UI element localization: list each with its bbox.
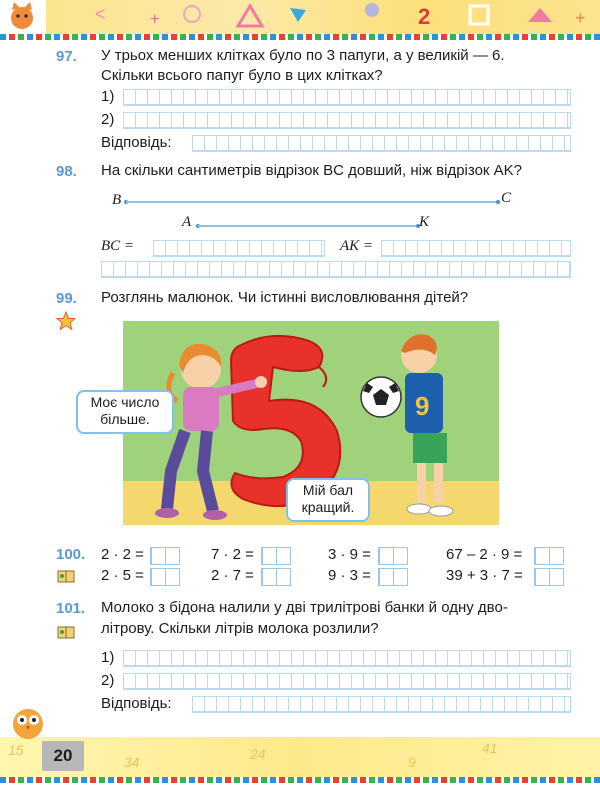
ak-equals-label: AK = — [340, 238, 374, 254]
top-decorative-banner — [0, 0, 600, 34]
task-101-text-line2: літрову. Скільки літрів молока розлили? — [101, 620, 379, 637]
cat-icon — [0, 0, 46, 34]
boy-speech-bubble — [286, 478, 370, 522]
svg-text:+: + — [575, 8, 586, 28]
svg-text:<: < — [95, 4, 106, 24]
task-99-question: Розглянь малюнок. Чи істинні висловлювання дітей? — [101, 289, 469, 306]
answer-r2c3[interactable] — [378, 568, 408, 586]
task-100-number: 100. — [56, 546, 86, 563]
task-97-step1-label: 1) — [101, 88, 115, 105]
task-99-number: 99. — [56, 290, 77, 307]
point-k-label: K — [419, 214, 430, 230]
task-98-number: 98. — [56, 163, 77, 180]
decor-number: 9 — [408, 754, 416, 770]
segment-bc — [126, 201, 498, 203]
expr-r1c3: 3 · 9 = — [328, 546, 371, 563]
answer-r2c1[interactable] — [150, 568, 180, 586]
task-97-text-line1: У трьох менших клітках було по 3 папуги, а у великій — 6. — [101, 47, 505, 64]
expr-r2c4: 39 + 3 · 7 = — [446, 567, 523, 584]
girl-bubble-line2: більше. — [100, 411, 150, 427]
answer-r1c1[interactable] — [150, 547, 180, 565]
task-97-number: 97. — [56, 48, 77, 65]
task-101-answer-label: Відповідь: — [101, 695, 172, 712]
task-98-question: На скільки сантиметрів відрізок BC довший, ніж відрізок AK? — [101, 162, 523, 179]
boy-bubble-line1: Мій бал — [302, 482, 354, 498]
answer-r1c2[interactable] — [261, 547, 291, 565]
answer-r1c3[interactable] — [378, 547, 408, 565]
girl-bubble-line1: Моє число — [90, 394, 160, 410]
task-97-answer-label: Відповідь: — [101, 134, 172, 151]
expr-r1c2: 7 · 2 = — [211, 546, 254, 563]
owl-icon — [8, 700, 48, 745]
bottom-color-stripe — [0, 777, 600, 783]
task-98-extra-field[interactable] — [101, 261, 571, 278]
ak-answer-field[interactable] — [381, 240, 571, 257]
task-97-step2-field[interactable] — [123, 112, 571, 129]
task-101-number: 101. — [56, 600, 86, 617]
girl-speech-bubble — [76, 390, 174, 434]
expr-r2c3: 9 · 3 = — [328, 567, 371, 584]
expr-r1c4: 67 – 2 · 9 = — [446, 546, 523, 563]
svg-text:+: + — [150, 11, 160, 28]
task-101-step1-field[interactable] — [123, 650, 571, 667]
bottom-decorative-band — [0, 737, 600, 777]
decor-number: 34 — [124, 754, 140, 770]
book-icon — [56, 624, 76, 645]
answer-r2c2[interactable] — [261, 568, 291, 586]
bc-equals-label: BC = — [101, 238, 135, 254]
bc-answer-field[interactable] — [153, 240, 325, 257]
svg-text:2: 2 — [418, 4, 431, 29]
point-a-label: A — [182, 214, 192, 230]
decor-number: 41 — [482, 740, 498, 756]
top-color-stripe — [0, 34, 600, 40]
point-c-dot — [496, 200, 500, 204]
star-icon — [56, 311, 76, 336]
banner-doodles — [0, 0, 600, 34]
task-97-step1-field[interactable] — [123, 89, 571, 106]
task-101-answer-field[interactable] — [192, 696, 571, 713]
svg-text:9: 9 — [415, 391, 430, 421]
expr-r1c1: 2 · 2 = — [101, 546, 144, 563]
task-101-text-line1: Молоко з бідона налили у дві трилітрові банки й одну дво- — [101, 599, 508, 616]
segment-ak — [198, 225, 418, 227]
task-97-step2-label: 2) — [101, 111, 115, 128]
page-number: 20 — [42, 741, 84, 771]
task-101-step2-label: 2) — [101, 672, 115, 689]
boy-bubble-line2: кращий. — [301, 499, 355, 515]
decor-number: 24 — [250, 746, 266, 762]
task-101-step2-field[interactable] — [123, 673, 571, 690]
task-97-text-line2: Скільки всього папуг було в цих клітках? — [101, 67, 383, 84]
expr-r2c1: 2 · 5 = — [101, 567, 144, 584]
expr-r2c2: 2 · 7 = — [211, 567, 254, 584]
task-97-answer-field[interactable] — [192, 135, 571, 152]
point-b-label: B — [112, 192, 122, 208]
book-icon — [56, 568, 76, 589]
task-101-step1-label: 1) — [101, 649, 115, 666]
answer-r1c4[interactable] — [534, 547, 564, 565]
decor-number: 15 — [8, 742, 24, 758]
point-c-label: C — [501, 190, 512, 206]
answer-r2c4[interactable] — [534, 568, 564, 586]
